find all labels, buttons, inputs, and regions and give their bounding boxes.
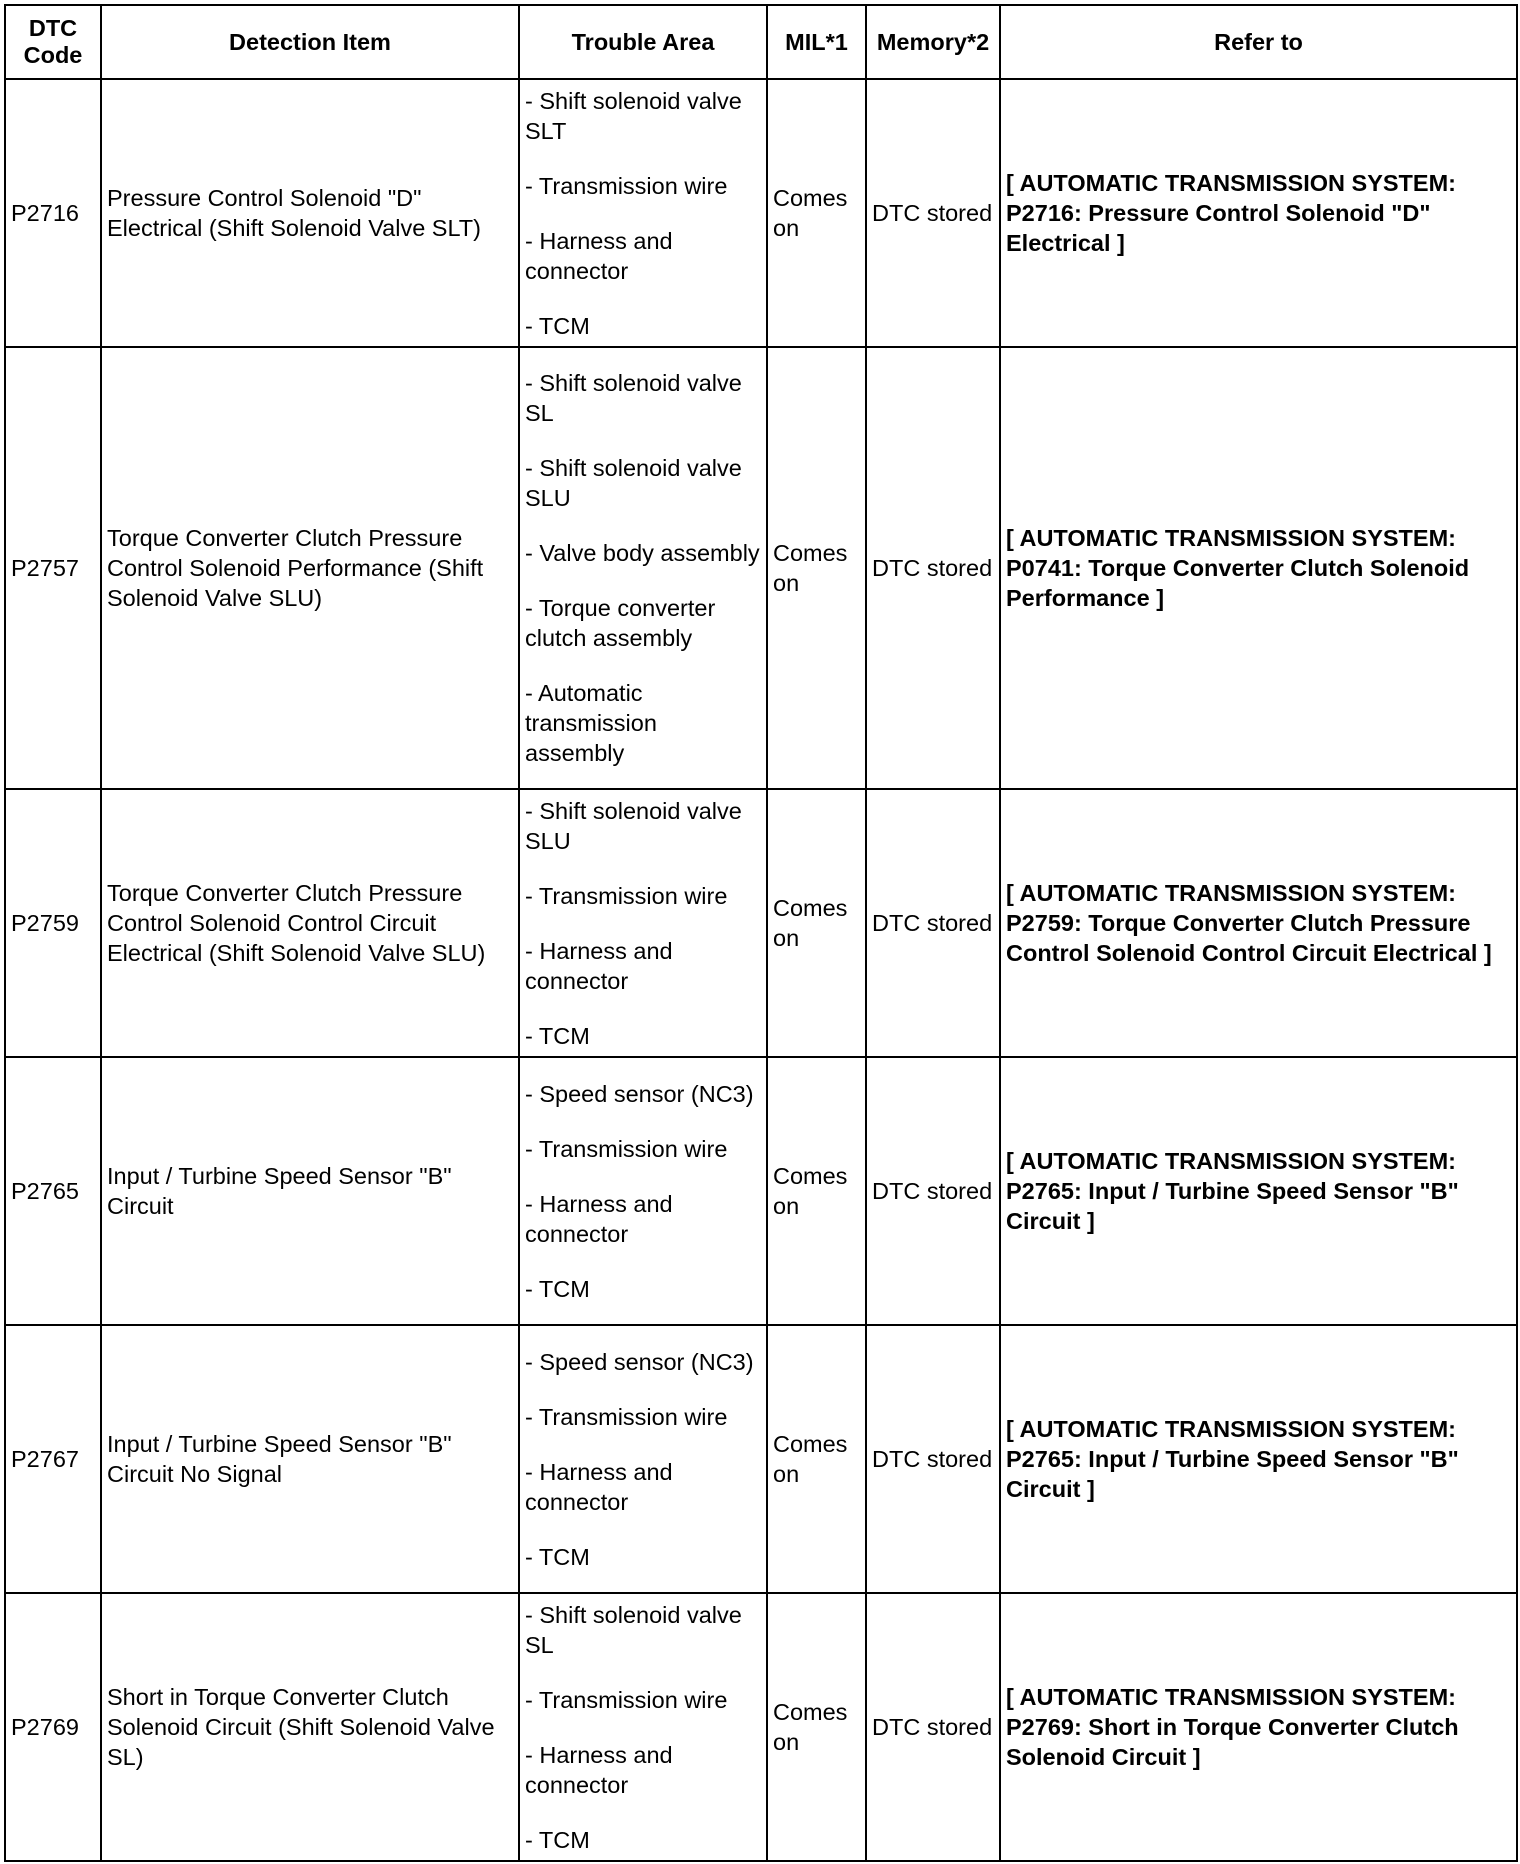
dtc-table — [4, 4, 1518, 1862]
trouble-area-item: - Transmission wire — [525, 172, 728, 199]
trouble-area-item: - Valve body assembly — [525, 540, 760, 566]
trouble-area-item: - Transmission wire — [525, 1403, 728, 1430]
trouble-area-item: - Torque converter clutch assembly — [525, 595, 716, 651]
header-mil: MIL*1 — [767, 5, 866, 79]
trouble-area-cell — [519, 79, 767, 347]
memory-cell: DTC stored — [866, 347, 1000, 789]
memory-cell: DTC stored — [866, 1057, 1000, 1325]
detection-item-cell: Input / Turbine Speed Sensor "B" Circuit No Signal — [101, 1325, 519, 1593]
table-row — [5, 1593, 1517, 1861]
header-detection-item: Detection Item — [101, 5, 519, 79]
refer-to-cell: [ AUTOMATIC TRANSMISSION SYSTEM: P2765: Input / Turbine Speed Sensor "B" Circuit ] — [1000, 1057, 1517, 1325]
trouble-area-item: - Transmission wire — [525, 1135, 728, 1162]
mil-cell: Comes on — [767, 347, 866, 789]
header-trouble-area: Trouble Area — [519, 5, 767, 79]
detection-item-cell: Torque Converter Clutch Pressure Control Solenoid Performance (Shift Solenoid Valve SLU) — [101, 347, 519, 789]
trouble-area-item: - Speed sensor (NC3) — [525, 1348, 754, 1375]
detection-item-cell: Torque Converter Clutch Pressure Control Solenoid Control Circuit Electrical (Shift Solenoid Valve SLU) — [101, 789, 519, 1057]
trouble-area-item: - Shift solenoid valve SLU — [525, 797, 742, 854]
mil-cell: Comes on — [767, 789, 866, 1057]
refer-to-cell: [ AUTOMATIC TRANSMISSION SYSTEM: P2716: Pressure Control Solenoid "D" Electrical ] — [1000, 79, 1517, 347]
dtc-code-cell: P2757 — [5, 347, 101, 789]
memory-cell: DTC stored — [866, 789, 1000, 1057]
trouble-area-item: - TCM — [525, 1275, 590, 1302]
trouble-area-item: - Shift solenoid valve SLU — [525, 455, 742, 511]
trouble-area-item: - TCM — [525, 1826, 590, 1853]
header-dtc-code: DTC Code — [5, 5, 101, 79]
trouble-area-item: - TCM — [525, 1543, 590, 1570]
trouble-area-item: - Shift solenoid valve SLT — [525, 87, 742, 144]
trouble-area-cell — [519, 789, 767, 1057]
trouble-area-item: - Harness and connector — [525, 1741, 673, 1798]
trouble-area-cell — [519, 347, 767, 789]
trouble-area-item: - Shift solenoid valve SL — [525, 1601, 742, 1658]
detection-item-cell: Short in Torque Converter Clutch Solenoid Circuit (Shift Solenoid Valve SL) — [101, 1593, 519, 1861]
trouble-area-cell — [519, 1057, 767, 1325]
trouble-area-cell — [519, 1325, 767, 1593]
trouble-area-item: - Automatic transmission assembly — [525, 680, 657, 766]
trouble-area-item: - TCM — [525, 312, 590, 339]
header-refer-to: Refer to — [1000, 5, 1517, 79]
dtc-code-cell: P2765 — [5, 1057, 101, 1325]
mil-cell: Comes on — [767, 1593, 866, 1861]
table-row — [5, 1325, 1517, 1593]
detection-item-cell: Pressure Control Solenoid "D" Electrical (Shift Solenoid Valve SLT) — [101, 79, 519, 347]
detection-item-cell: Input / Turbine Speed Sensor "B" Circuit — [101, 1057, 519, 1325]
trouble-area-item: - Harness and connector — [525, 227, 673, 284]
refer-to-cell: [ AUTOMATIC TRANSMISSION SYSTEM: P0741: Torque Converter Clutch Solenoid Performance ] — [1000, 347, 1517, 789]
trouble-area-item: - TCM — [525, 1022, 590, 1049]
table-row — [5, 79, 1517, 347]
memory-cell: DTC stored — [866, 1325, 1000, 1593]
trouble-area-item: - Harness and connector — [525, 937, 673, 994]
header-memory: Memory*2 — [866, 5, 1000, 79]
mil-cell: Comes on — [767, 1057, 866, 1325]
dtc-code-cell: P2769 — [5, 1593, 101, 1861]
table-body — [5, 79, 1517, 1861]
refer-to-cell: [ AUTOMATIC TRANSMISSION SYSTEM: P2759: Torque Converter Clutch Pressure Control Solenoid Control Circuit Electrical ] — [1000, 789, 1517, 1057]
table-row — [5, 1057, 1517, 1325]
trouble-area-item: - Harness and connector — [525, 1190, 673, 1247]
table-row — [5, 347, 1517, 789]
trouble-area-item: - Transmission wire — [525, 882, 728, 909]
trouble-area-cell — [519, 1593, 767, 1861]
table-row — [5, 789, 1517, 1057]
dtc-code-cell: P2759 — [5, 789, 101, 1057]
trouble-area-item: - Transmission wire — [525, 1686, 728, 1713]
mil-cell: Comes on — [767, 79, 866, 347]
trouble-area-item: - Shift solenoid valve SL — [525, 370, 742, 426]
trouble-area-item: - Harness and connector — [525, 1458, 673, 1515]
table-header-row — [5, 5, 1517, 79]
refer-to-cell: [ AUTOMATIC TRANSMISSION SYSTEM: P2769: Short in Torque Converter Clutch Solenoid Circuit ] — [1000, 1593, 1517, 1861]
memory-cell: DTC stored — [866, 1593, 1000, 1861]
dtc-code-cell: P2767 — [5, 1325, 101, 1593]
trouble-area-item: - Speed sensor (NC3) — [525, 1080, 754, 1107]
mil-cell: Comes on — [767, 1325, 866, 1593]
dtc-code-cell: P2716 — [5, 79, 101, 347]
refer-to-cell: [ AUTOMATIC TRANSMISSION SYSTEM: P2765: Input / Turbine Speed Sensor "B" Circuit ] — [1000, 1325, 1517, 1593]
memory-cell: DTC stored — [866, 79, 1000, 347]
